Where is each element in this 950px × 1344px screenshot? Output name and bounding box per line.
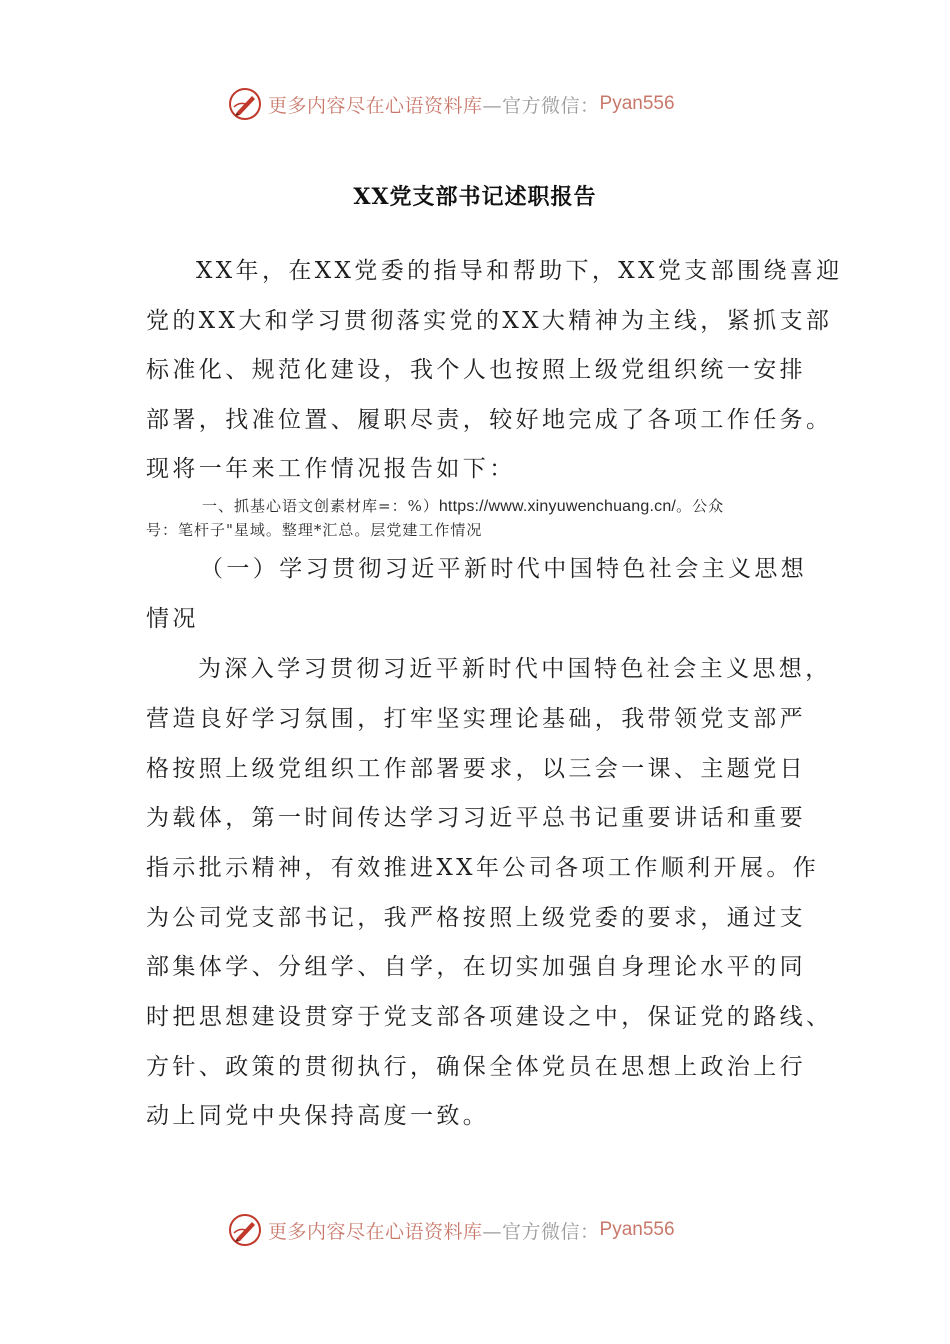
watermark-separator: —官方微信： bbox=[482, 94, 600, 117]
watermark-wechat-id: Pyan556 bbox=[599, 93, 675, 114]
body-line-4: 为载体，第一时间传达学习习近平总书记重要讲话和重要 bbox=[146, 805, 806, 831]
subheading-line-1: （一）学习贯彻习近平新时代中国特色社会主义思想 bbox=[200, 556, 808, 582]
note-suffix: 。公众 bbox=[676, 497, 725, 515]
intro-line-3: 标准化、规范化建设，我个人也按照上级党组织统一安排 bbox=[146, 357, 806, 383]
body-line-5: 指示批示精神，有效推进XX年公司各项工作顺利开展。作 bbox=[146, 855, 820, 881]
intro-line-1: XX年，在XX党委的指导和帮助下，XX党支部围绕喜迎 bbox=[196, 258, 843, 284]
intro-line-4: 部署，找准位置、履职尽责，较好地完成了各项工作任务。 bbox=[146, 407, 833, 433]
watermark-text: 更多内容尽在心语资料库 bbox=[268, 94, 483, 117]
body-line-1: 为深入学习贯彻习近平新时代中国特色社会主义思想， bbox=[198, 656, 832, 682]
body-line-9: 方针、政策的贯彻执行，确保全体党员在思想上政治上行 bbox=[146, 1054, 806, 1080]
body-line-8: 时把思想建设贯穿于党支部各项建设之中，保证党的路线、 bbox=[146, 1004, 833, 1030]
body-line-3: 格按照上级党组织工作部署要求，以三会一课、主题党日 bbox=[146, 756, 806, 782]
body-line-10: 动上同党中央保持高度一致。 bbox=[146, 1103, 490, 1129]
note-line-1 bbox=[202, 496, 724, 517]
note-url: https://www.xinyuwenchuang.cn/ bbox=[438, 498, 677, 515]
watermark-banner-bottom bbox=[228, 1212, 748, 1248]
intro-line-5: 现将一年来工作情况报告如下： bbox=[146, 456, 516, 482]
body-line-6: 为公司党支部书记，我严格按照上级党委的要求，通过支 bbox=[146, 905, 806, 931]
body-line-7: 部集体学、分组学、自学，在切实加强自身理论水平的同 bbox=[146, 954, 806, 980]
watermark-text: 更多内容尽在心语资料库 bbox=[268, 1220, 483, 1243]
pen-logo-icon bbox=[228, 87, 262, 121]
note-line-2: 号：笔杆子"星域。整理*汇总。层党建工作情况 bbox=[146, 521, 483, 539]
watermark-separator: —官方微信： bbox=[482, 1220, 600, 1243]
watermark-wechat-id: Pyan556 bbox=[599, 1219, 675, 1240]
pen-logo-icon bbox=[228, 1213, 262, 1247]
document-title: XX党支部书记述职报告 bbox=[353, 184, 597, 210]
note-prefix: 一、抓基心语文创素材库=：%） bbox=[202, 497, 439, 515]
intro-line-2: 党的XX大和学习贯彻落实党的XX大精神为主线，紧抓支部 bbox=[146, 308, 833, 334]
subheading-line-2: 情况 bbox=[146, 606, 199, 632]
body-line-2: 营造良好学习氛围，打牢坚实理论基础，我带领党支部严 bbox=[146, 706, 806, 732]
watermark-banner-top bbox=[228, 86, 748, 122]
